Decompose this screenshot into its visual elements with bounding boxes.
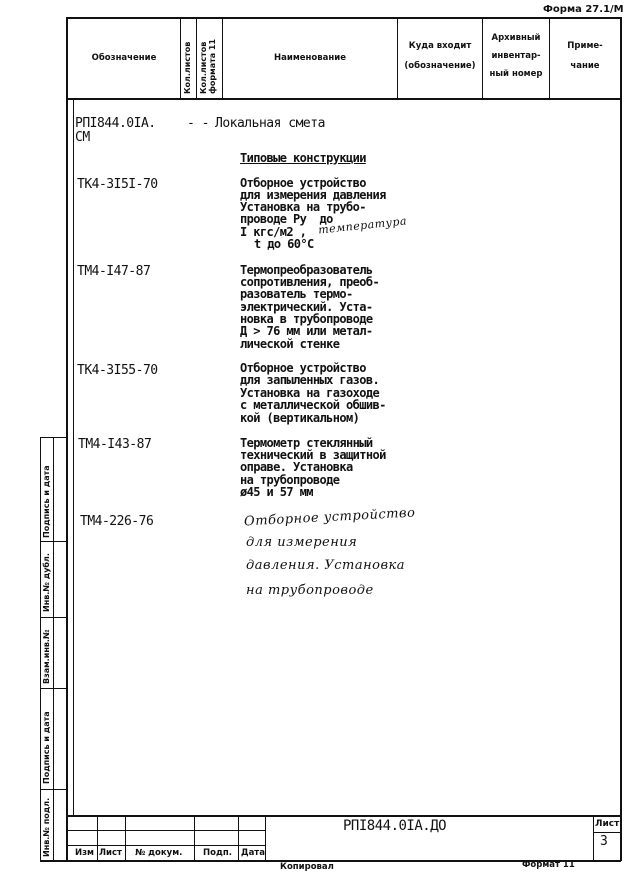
tb-col-date: Дата — [241, 848, 265, 858]
header-archive-1: Архивный — [491, 33, 541, 43]
form-label: Форма 27.1/М — [543, 4, 624, 15]
row1-text: Локальная смета — [215, 116, 325, 131]
tb-col-b — [125, 815, 126, 861]
header-archive-3: ный номер — [489, 69, 543, 79]
header-bottom-line — [66, 98, 621, 100]
row3-line-3: разователь термо- — [240, 287, 353, 301]
row2-line-4: проводе Pу до — [240, 212, 333, 226]
row3-line-2: сопротивления, преоб- — [240, 275, 380, 289]
frame-top — [66, 17, 621, 19]
tb-col-docnum: № докум. — [135, 848, 183, 858]
section-title: Типовые конструкции — [240, 151, 366, 165]
copied-by: Копировал — [280, 862, 334, 872]
header-format-count: Кол.листов формата 11 — [199, 38, 217, 94]
tb-col-c — [194, 815, 195, 861]
tb-col-d — [238, 815, 239, 861]
row2-code: ТК4-3I5I-70 — [77, 177, 158, 192]
tb-top — [66, 815, 621, 817]
row4-code: ТК4-3I55-70 — [77, 363, 158, 378]
row5-line-2: технический в защитной — [240, 448, 386, 462]
row3-code: ТМ4-I47-87 — [77, 264, 151, 279]
tb-doc-code: РПI844.0IA.ДО — [343, 818, 447, 834]
stamp-sign-date-1: Подпись и дата — [42, 465, 51, 538]
row2-handwritten: температура — [317, 214, 408, 237]
row4-line-1: Отборное устройство — [240, 361, 366, 375]
stamp-div-1 — [40, 541, 67, 542]
tb-row-1 — [66, 830, 266, 831]
stamp-dup-inv: Инв.№ дубл. — [42, 553, 51, 612]
row2-line-2: для измерения давления — [240, 188, 386, 202]
header-destination-2: (обозначение) — [404, 61, 476, 71]
row3-line-4: электрический. Уста- — [240, 300, 373, 314]
row1-dashes: - - — [187, 116, 209, 131]
tb-sheet-number: 3 — [600, 834, 608, 849]
row1-code: РПI844.0IA. — [75, 116, 156, 131]
hdr-col-1 — [180, 17, 181, 99]
row5-line-5: ø45 и 57 мм — [240, 485, 313, 499]
stamp-replace-inv: Взам.инв.№ — [42, 629, 51, 684]
row6-hand-2: для измерения — [246, 535, 358, 550]
tb-col-sign: Подп. — [203, 848, 232, 858]
row6-hand-4: на трубопроводе — [246, 583, 374, 598]
row1-code2: СМ — [75, 130, 90, 145]
body-left-col-line — [73, 99, 74, 815]
header-note-1: Приме- — [567, 41, 603, 51]
row2-line-3: Установка на трубо- — [240, 200, 366, 214]
row5-line-1: Термометр стеклянный — [240, 436, 373, 450]
frame-left — [66, 17, 68, 861]
stamp-orig-inv: Инв.№ подл. — [42, 797, 51, 857]
row3-line-6: Д > 76 мм или метал- — [240, 324, 373, 338]
stamp-div-2 — [40, 617, 67, 618]
stamp-inner-left — [53, 437, 54, 861]
row4-line-5: кой (вертикальном) — [240, 411, 360, 425]
format-label: Формат 11 — [522, 860, 575, 870]
row2-line-1: Отборное устройство — [240, 176, 366, 190]
frame-right — [620, 17, 622, 861]
row3-line-5: новка в трубопроводе — [240, 312, 373, 326]
row3-line-1: Термопреобразователь — [240, 263, 373, 277]
row4-line-4: с металлической обшив- — [240, 398, 386, 412]
stamp-div-4 — [40, 789, 67, 790]
header-sheet-count: Кол.листов — [183, 41, 192, 94]
stamp-sign-date-2: Подпись и дата — [42, 711, 51, 784]
header-destination-1: Куда входит — [408, 41, 472, 51]
row5-code: ТМ4-I43-87 — [78, 437, 152, 452]
header-note-2: чание — [570, 61, 600, 71]
tb-sheet-label: Лист — [595, 819, 620, 829]
tb-col-e — [265, 815, 266, 861]
row4-line-3: Установка на газоходе — [240, 386, 380, 400]
tb-row-2 — [66, 845, 266, 846]
row5-line-3: оправе. Установка — [240, 460, 353, 474]
header-designation: Обозначение — [91, 53, 157, 63]
tb-col-sheet: Лист — [99, 848, 122, 858]
header-archive-2: инвентар- — [491, 51, 541, 61]
row4-line-2: для запыленных газов. — [240, 373, 380, 387]
stamp-top — [40, 437, 67, 438]
stamp-outer-left — [40, 437, 41, 861]
row5-line-4: на трубопроводе — [240, 473, 340, 487]
tb-col-a — [97, 815, 98, 861]
tb-col-change: Изм — [75, 848, 95, 858]
tb-col-f — [593, 815, 594, 861]
row6-hand-3: давления. Установка — [246, 558, 406, 573]
row2-extra-line: t до 60°С — [254, 237, 314, 251]
row6-hand-1: Отборное устройство — [243, 505, 416, 530]
stamp-div-3 — [40, 688, 67, 689]
row6-code: ТМ4-226-76 — [80, 514, 154, 529]
hdr-col-2 — [196, 17, 197, 99]
header-name: Наименование — [274, 53, 346, 63]
row3-line-7: лической стенке — [240, 337, 340, 351]
tb-sheet-div — [593, 832, 621, 833]
row2-line-5: I кгс/м2 , — [240, 225, 307, 239]
